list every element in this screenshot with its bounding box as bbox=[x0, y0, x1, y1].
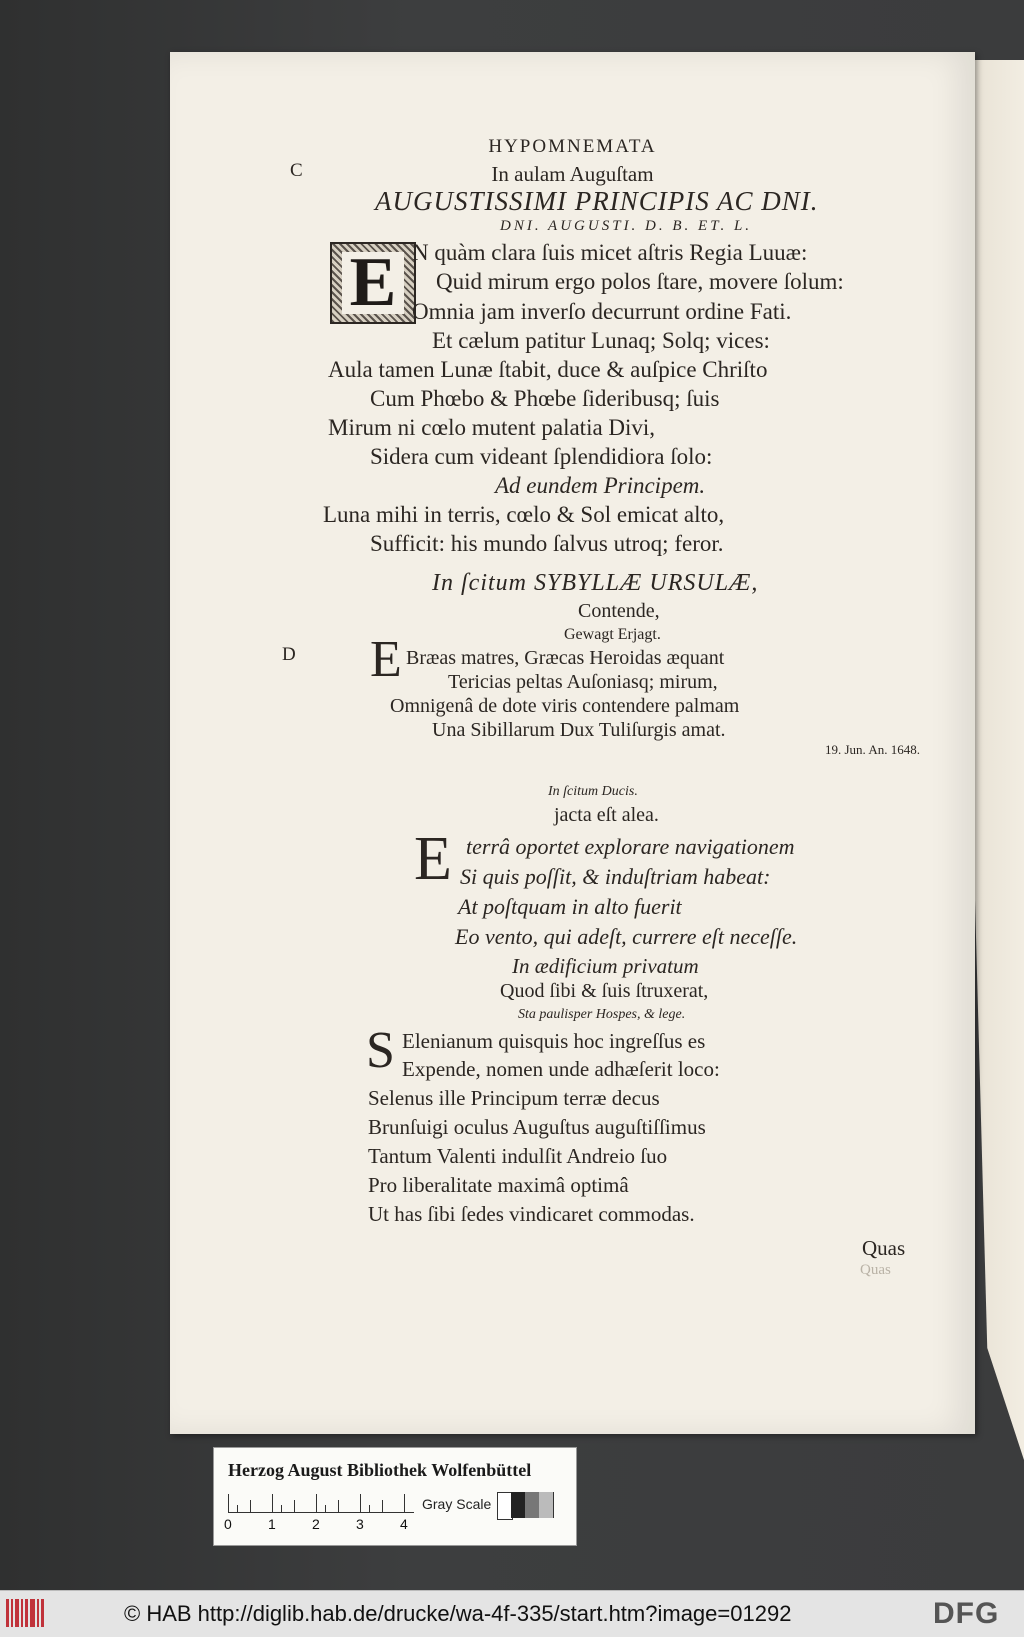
poem5-line: Brunſuigi oculus Auguſtus auguſtiſſimus bbox=[368, 1115, 706, 1139]
poem5-subheading-2: Sta paulisper Hospes, & lege. bbox=[518, 1007, 686, 1022]
poem4-line: Eo vento, qui adeſt, currere eſt neceſſe. bbox=[455, 924, 798, 949]
ruler bbox=[228, 1494, 414, 1513]
ruler-tick bbox=[404, 1494, 405, 1512]
decorated-initial bbox=[330, 242, 416, 324]
poem3-initial: E bbox=[370, 631, 402, 688]
ruler-number: 2 bbox=[312, 1516, 320, 1532]
poem3-motto-fraktur: Gewagt Erjagt. bbox=[564, 626, 661, 643]
poem1-line: Et cælum patitur Lunaq; Solq; vices: bbox=[432, 328, 770, 353]
decorated-initial-letter: E bbox=[342, 252, 405, 314]
poem2-heading: Ad eundem Principem. bbox=[495, 473, 706, 498]
poem1-line: Quid mirum ergo polos ſtare, movere ſolum: bbox=[436, 269, 844, 294]
dfg-logo: DFG bbox=[933, 1597, 1000, 1630]
ruler-number: 4 bbox=[400, 1516, 408, 1532]
margin-letter-c: C bbox=[290, 160, 303, 181]
margin-letter-d: D bbox=[282, 644, 296, 665]
dedication-subline: DNI. AUGUSTI. D. B. ET. L. bbox=[500, 218, 753, 234]
poem3-line: Bræas matres, Græcas Heroidas æquant bbox=[406, 647, 725, 669]
book-page bbox=[170, 52, 975, 1434]
poem1-line: Cum Phœbo & Phœbe ſideribusq; ſuis bbox=[370, 386, 720, 411]
dedication-line: AUGUSTISSIMI PRINCIPIS AC DNI. bbox=[375, 186, 819, 216]
poem4-line: Si quis poſſit, & induſtriam habeat: bbox=[460, 864, 771, 889]
poem4-line: terrâ oportet explorare navigationem bbox=[466, 834, 795, 859]
ruler-tick bbox=[294, 1500, 295, 1512]
poem3-motto: Contende, bbox=[578, 600, 660, 622]
poem5-line: Elenianum quisquis hoc ingreſſus es bbox=[402, 1029, 706, 1053]
ruler-number: 1 bbox=[268, 1516, 276, 1532]
poem5-line: Pro liberalitate maximâ optimâ bbox=[368, 1173, 629, 1197]
poem5-line: Tantum Valenti indulſit Andreio ſuo bbox=[368, 1144, 668, 1168]
poem5-line: Expende, nomen unde adhæſerit loco: bbox=[402, 1057, 720, 1081]
poem5-initial: S bbox=[366, 1022, 395, 1079]
poem3-line: Omnigenâ de dote viris contendere palmam bbox=[390, 695, 740, 717]
poem4-heading: In ſcitum Ducis. bbox=[548, 784, 638, 799]
poem4-initial: E bbox=[414, 825, 452, 893]
poem5-subheading: Quod ſibi & ſuis ſtruxerat, bbox=[500, 980, 709, 1002]
gray-swatch-mid bbox=[525, 1492, 539, 1518]
poem2-line: Sufficit: his mundo ſalvus utroq; feror. bbox=[370, 531, 724, 556]
ruler-tick bbox=[325, 1505, 326, 1512]
ruler-tick bbox=[338, 1500, 339, 1512]
poem5-heading: In ædificium privatum bbox=[512, 954, 699, 978]
poem5-line: Selenus ille Principum terræ decus bbox=[368, 1086, 660, 1110]
ruler-tick bbox=[250, 1500, 251, 1512]
poem3-line: Una Sibillarum Dux Tuliſurgis amat. bbox=[432, 719, 726, 741]
ruler-tick bbox=[382, 1500, 383, 1512]
page-subtitle: In aulam Auguſtam bbox=[491, 162, 654, 186]
poem1-line: Aula tamen Lunæ ſtabit, duce & auſpice Chriſto bbox=[328, 357, 768, 382]
copyright-link[interactable]: © HAB http://diglib.hab.de/drucke/wa-4f-335/start.htm?image=01292 bbox=[124, 1601, 792, 1626]
poem4-line: At poſtquam in alto fuerit bbox=[458, 894, 682, 919]
poem1-line: Sidera cum videant ſplendidiora ſolo: bbox=[370, 444, 713, 469]
poem1-line: N quàm clara ſuis micet aſtris Regia Luuæ: bbox=[412, 240, 808, 265]
ruler-tick bbox=[360, 1494, 361, 1512]
poem3-date: 19. Jun. An. 1648. bbox=[825, 742, 920, 757]
gray-swatch-light bbox=[539, 1492, 554, 1518]
ruler-tick bbox=[237, 1505, 238, 1512]
catchword: Quas bbox=[862, 1236, 906, 1260]
ruler-tick bbox=[228, 1494, 229, 1512]
faded-catchword-showthrough: Quas bbox=[860, 1262, 891, 1278]
ruler-number: 0 bbox=[224, 1516, 232, 1532]
poem1-line: Mirum ni cœlo mutent palatia Divi, bbox=[328, 415, 656, 440]
ruler-number: 3 bbox=[356, 1516, 364, 1532]
ruler-tick bbox=[369, 1505, 370, 1512]
ruler-tick bbox=[272, 1494, 273, 1512]
library-scale-label bbox=[213, 1447, 577, 1546]
poem2-line: Luna mihi in terris, cœlo & Sol emicat alto, bbox=[323, 502, 725, 527]
gray-scale-caption: Gray Scale bbox=[422, 1496, 492, 1512]
ruler-tick bbox=[316, 1494, 317, 1512]
poem3-heading: In ſcitum SYBYLLÆ URSULÆ, bbox=[432, 570, 759, 596]
ruler-tick bbox=[281, 1505, 282, 1512]
poem3-line: Tericias peltas Auſoniasq; mirum, bbox=[448, 671, 718, 693]
page-title: HYPOMNEMATA bbox=[488, 136, 657, 157]
poem4-motto: jacta eſt alea. bbox=[554, 804, 659, 826]
poem5-line: Ut has ſibi ſedes vindicaret commodas. bbox=[368, 1202, 695, 1226]
label-title: Herzog August Bibliothek Wolfenbüttel bbox=[228, 1460, 532, 1480]
poem1-line: Omnia jam inverſo decurrunt ordine Fati. bbox=[412, 299, 792, 324]
viewer-footer bbox=[0, 1590, 1024, 1637]
gray-swatch-black bbox=[511, 1492, 525, 1518]
hab-logo-icon bbox=[6, 1599, 46, 1627]
